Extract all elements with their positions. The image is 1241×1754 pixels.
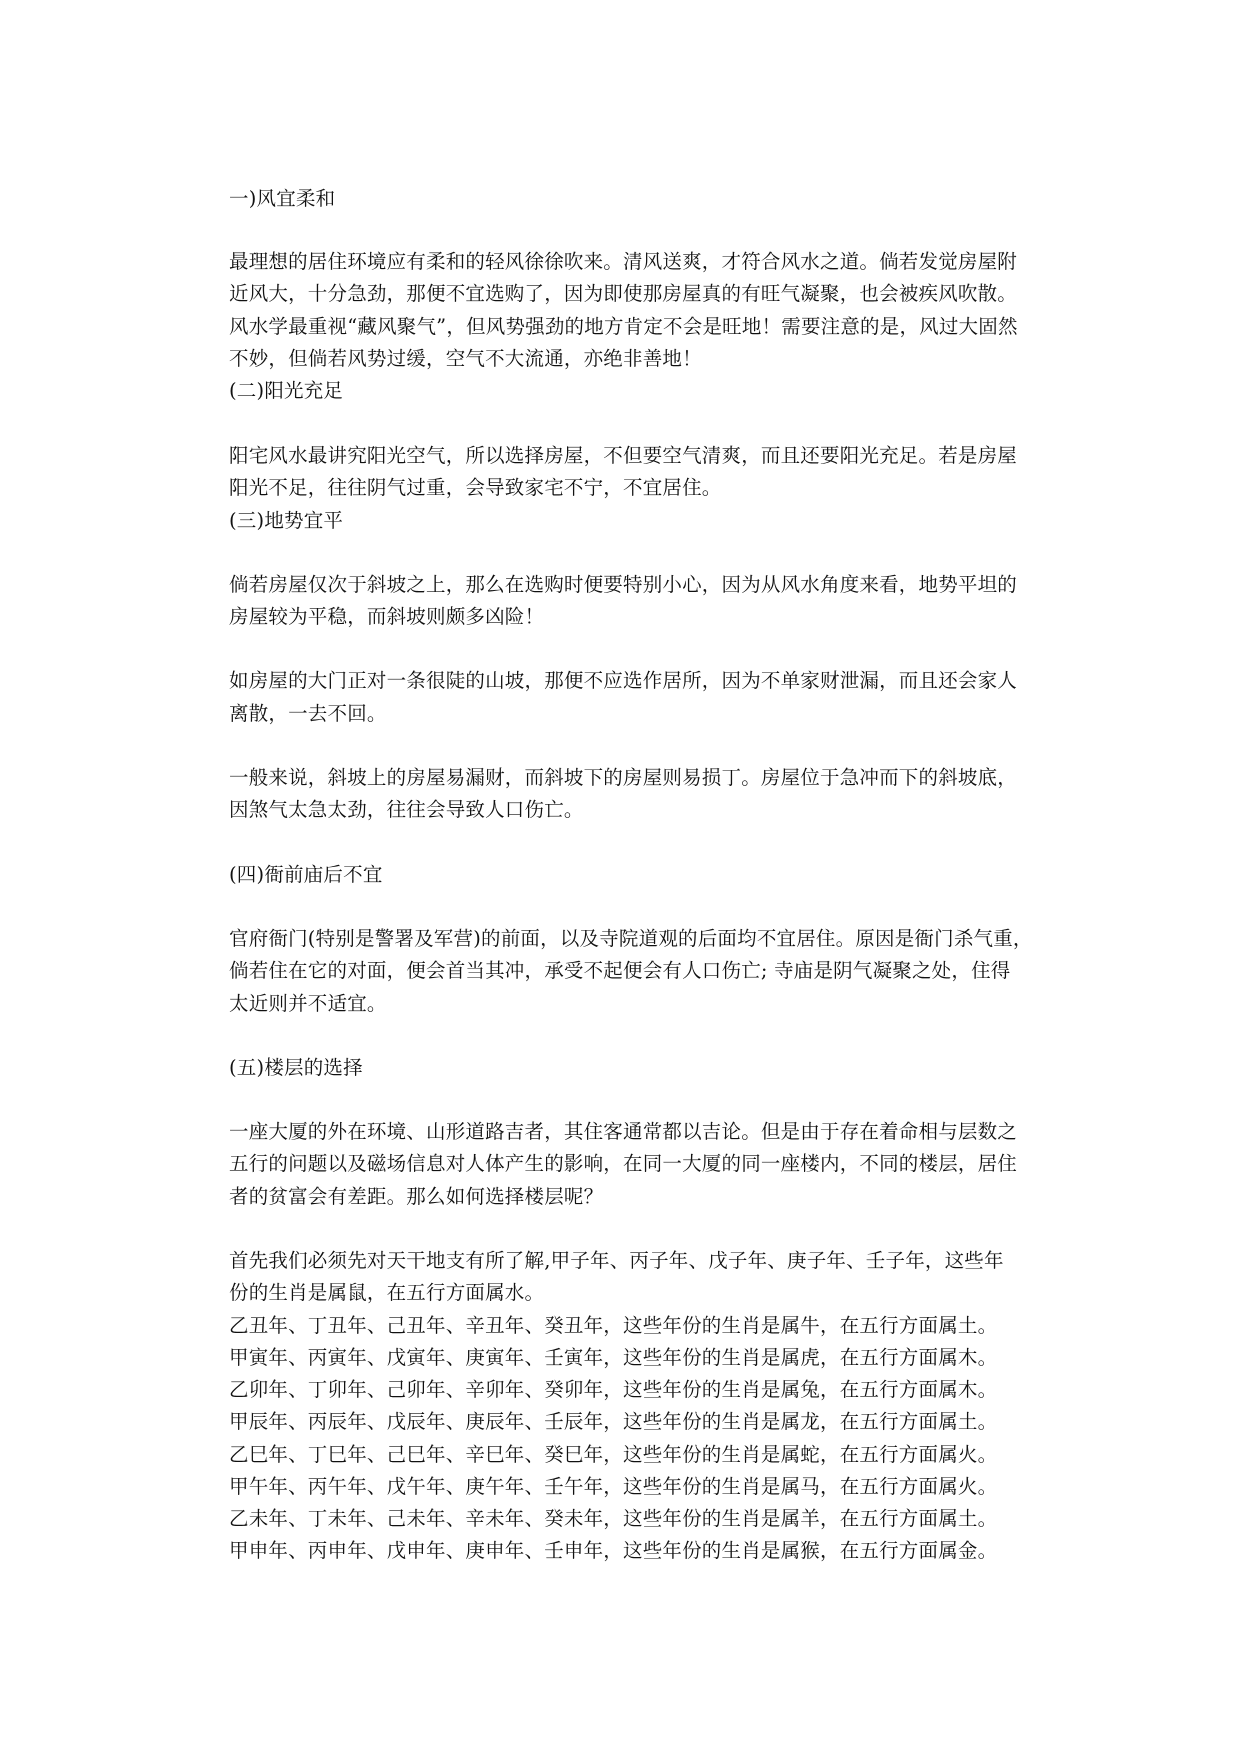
paragraph-line: 最理想的居住环境应有柔和的轻风徐徐吹来。清风送爽，才符合风水之道。倘若发觉房屋附	[229, 250, 1018, 273]
paragraph-line: 因煞气太急太劲，往往会导致人口伤亡。	[229, 798, 584, 821]
zodiac-line-tiger: 甲寅年、丙寅年、戊寅年、庚寅年、壬寅年，这些年份的生肖是属虎，在五行方面属木。	[229, 1346, 998, 1369]
paragraph-line: 阳宅风水最讲究阳光空气，所以选择房屋，不但要空气清爽，而且还要阳光充足。若是房屋	[229, 444, 1018, 467]
section-heading-sunlight: (二)阳光充足	[229, 379, 344, 402]
zodiac-line-dragon: 甲辰年、丙辰年、戊辰年、庚辰年、壬辰年，这些年份的生肖是属龙，在五行方面属土。	[229, 1410, 998, 1433]
paragraph-line: 倘若房屋仅次于斜坡之上，那么在选购时便要特别小心，因为从风水角度来看，地势平坦的	[229, 573, 1018, 596]
section-heading-terrain: (三)地势宜平	[229, 509, 344, 532]
zodiac-line-monkey: 甲申年、丙申年、戊申年、庚申年、壬申年，这些年份的生肖是属猴，在五行方面属金。	[229, 1539, 998, 1562]
paragraph-line: 太近则并不适宜。	[229, 992, 387, 1015]
paragraph-line: 风水学最重视“藏风聚气”，但风势强劲的地方肯定不会是旺地！需要注意的是，风过大固然	[229, 315, 1018, 338]
paragraph-line: 官府衙门(特别是警署及军营)的前面，以及寺院道观的后面均不宜居住。原因是衙门杀气重，	[229, 927, 1033, 950]
paragraph-line: 离散，一去不回。	[229, 702, 387, 725]
paragraph-line: 者的贫富会有差距。那么如何选择楼层呢？	[229, 1185, 604, 1208]
zodiac-line-horse: 甲午年、丙午年、戊午年、庚午年、壬午年，这些年份的生肖是属马，在五行方面属火。	[229, 1475, 998, 1498]
paragraph-line: 倘若住在它的对面，便会首当其冲，承受不起便会有人口伤亡; 寺庙是阴气凝聚之处，住得	[229, 959, 1011, 982]
section-heading-floor-choice: (五)楼层的选择	[229, 1056, 363, 1079]
zodiac-line-rabbit: 乙卯年、丁卯年、己卯年、辛卯年、癸卯年，这些年份的生肖是属兔，在五行方面属木。	[229, 1378, 998, 1401]
paragraph-line: 近风大，十分急劲，那便不宜选购了，因为即使那房屋真的有旺气凝聚，也会被疾风吹散。	[229, 282, 1018, 305]
paragraph-line: 首先我们必须先对天干地支有所了解,甲子年、丙子年、戊子年、庚子年、壬子年，这些年	[229, 1249, 1004, 1272]
section-heading-yamen-temple: (四)衙前庙后不宜	[229, 863, 383, 886]
zodiac-line-goat: 乙未年、丁未年、己未年、辛未年、癸未年，这些年份的生肖是属羊，在五行方面属土。	[229, 1507, 998, 1530]
zodiac-line-ox: 乙丑年、丁丑年、己丑年、辛丑年、癸丑年，这些年份的生肖是属牛，在五行方面属土。	[229, 1314, 998, 1337]
paragraph-line: 五行的问题以及磁场信息对人体产生的影响，在同一大厦的同一座楼内，不同的楼层，居住	[229, 1152, 1018, 1175]
section-heading-wind: 一)风宜柔和	[229, 187, 336, 210]
zodiac-line-snake: 乙巳年、丁巳年、己巳年、辛巳年、癸巳年，这些年份的生肖是属蛇，在五行方面属火。	[229, 1443, 998, 1466]
paragraph-line: 阳光不足，往往阴气过重，会导致家宅不宁，不宜居住。	[229, 476, 722, 499]
paragraph-line: 不妙，但倘若风势过缓，空气不大流通，亦绝非善地！	[229, 347, 702, 370]
paragraph-line: 一般来说，斜坡上的房屋易漏财，而斜坡下的房屋则易损丁。房屋位于急冲而下的斜坡底，	[229, 766, 1018, 789]
paragraph-line: 份的生肖是属鼠，在五行方面属水。	[229, 1281, 545, 1304]
paragraph-line: 如房屋的大门正对一条很陡的山坡，那便不应选作居所，因为不单家财泄漏，而且还会家人	[229, 669, 1018, 692]
paragraph-line: 一座大厦的外在环境、山形道路吉者，其住客通常都以吉论。但是由于存在着命相与层数之	[229, 1120, 1018, 1143]
paragraph-line: 房屋较为平稳，而斜坡则颇多凶险！	[229, 605, 545, 628]
